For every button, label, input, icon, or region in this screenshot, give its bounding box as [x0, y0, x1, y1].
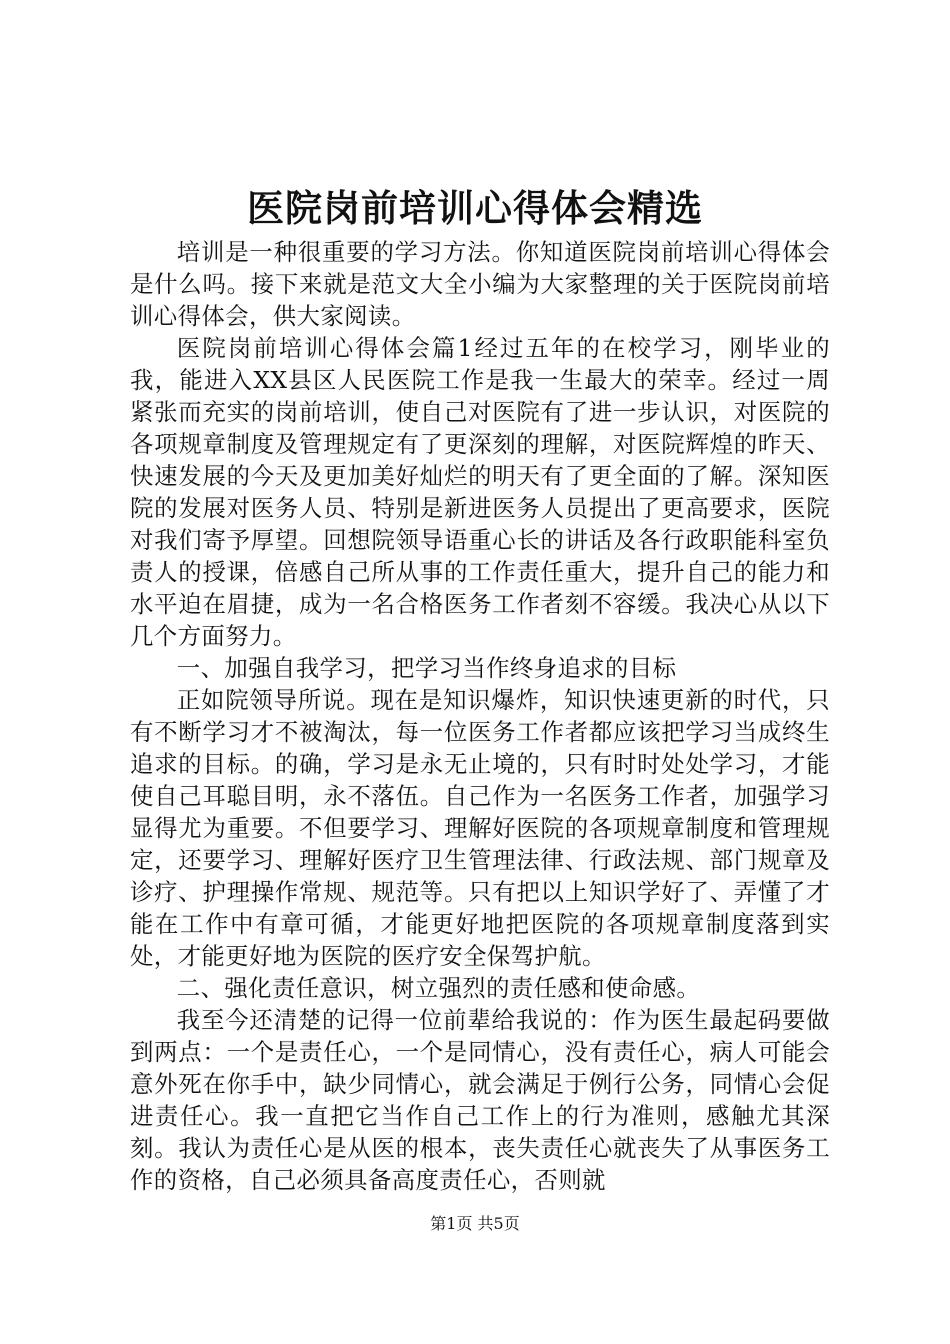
paragraph-responsibility: 我至今还清楚的记得一位前辈给我说的：作为医生最起码要做到两点：一个是责任心，一个是同情心，没有责任心，病人可能会意外死在你手中，缺少同情心，就会满足于例行公务，同情心会促进责任心。我一直把它当作自己工作上的行为准则，感触尤其深刻。我认为责任心是从医的根本，丧失责任心就丧失了从事医务工作的资格，自己必须具备高度责任心，否则就 — [130, 1006, 830, 1194]
paragraph-intro: 培训是一种很重要的学习方法。你知道医院岗前培训心得体会是什么吗。接下来就是范文大全小编为大家整理的关于医院岗前培训心得体会，供大家阅读。 — [130, 238, 830, 330]
section-heading-1: 一、加强自我学习，把学习当作终身追求的目标 — [176, 654, 677, 682]
document-title: 医院岗前培训心得体会精选 — [247, 186, 703, 230]
page-footer: 第1页 共5页 — [430, 1214, 520, 1233]
paragraph-essay-1: 医院岗前培训心得体会篇1经过五年的在校学习，刚毕业的我，能进入XX县区人民医院工作是我一生最大的荣幸。经过一周紧张而充实的岗前培训，使自己对医院有了进一步认识，对医院的各项规章制度及管理规定有了更深刻的理解，对医院辉煌的昨天、快速发展的今天及更加美好灿烂的明天有了更全面的了解。深知医院的发展对医务人员、特别是新进医务人员提出了更高要求，医院对我们寄予厚望。回想院领导语重心长的讲话及各行政职能科室负责人的授课，倍感自己所从事的工作责任重大，提升自己的能力和水平迫在眉捷，成为一名合格医务工作者刻不容缓。我决心从以下几个方面努力。 — [130, 334, 830, 650]
section-heading-2: 二、强化责任意识，树立强烈的责任感和使命感。 — [176, 974, 701, 1002]
document-body — [130, 236, 830, 1196]
paragraph-learning: 正如院领导所说。现在是知识爆炸，知识快速更新的时代，只有不断学习才不被淘汰，每一位医务工作者都应该把学习当成终生追求的目标。的确，学习是永无止境的，只有时时处处学习，才能使自己耳聪目明，永不落伍。自己作为一名医务工作者，加强学习显得尤为重要。不但要学习、理解好医院的各项规章制度和管理规定，还要学习、理解好医疗卫生管理法律、行政法规、部门规章及诊疗、护理操作常规、规范等。只有把以上知识学好了、弄懂了才能在工作中有章可循，才能更好地把医院的各项规章制度落到实处，才能更好地为医院的医疗安全保驾护航。 — [130, 686, 830, 970]
